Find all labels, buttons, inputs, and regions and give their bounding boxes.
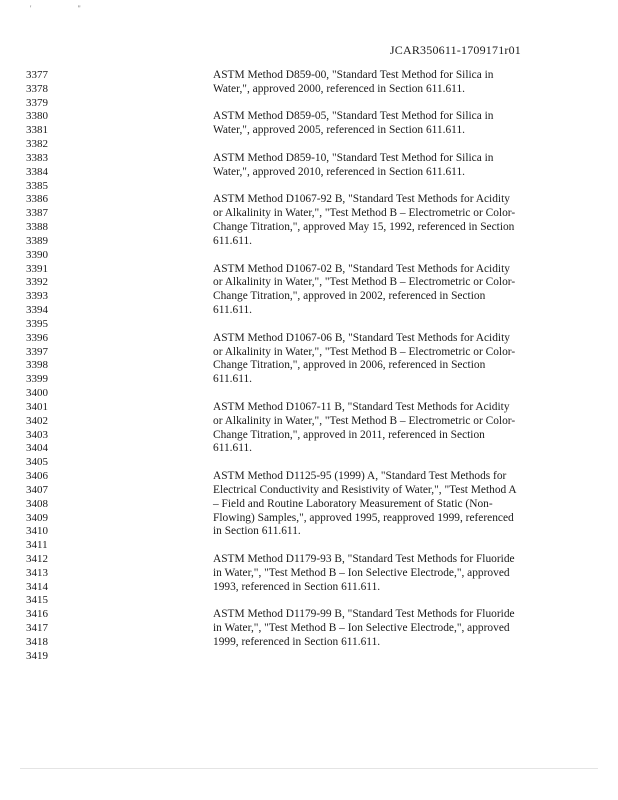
line-number: 3393: [26, 290, 48, 303]
line-number: 3396: [26, 331, 48, 344]
page-bottom-divider: [20, 768, 598, 769]
reference-entry-line: – Field and Routine Laboratory Measurement of Static (Non-: [213, 497, 493, 510]
line-number: 3386: [26, 193, 48, 206]
line-number-column: [26, 69, 66, 664]
line-number: 3412: [26, 552, 48, 565]
reference-entry-line: or Alkalinity in Water,", "Test Method B – Electrometric or Color-: [213, 207, 516, 220]
reference-entry-line: or Alkalinity in Water,", "Test Method B – Electrometric or Color-: [213, 414, 516, 427]
reference-entry-line: Change Titration,", approved May 15, 1992, referenced in Section: [213, 221, 515, 234]
reference-entry: [213, 332, 553, 387]
reference-entry-line: in Section 611.611.: [213, 525, 301, 538]
reference-entry-line: ASTM Method D1067-92 B, "Standard Test Methods for Acidity: [213, 193, 510, 206]
line-number: 3378: [26, 82, 48, 95]
reference-entry-line: 1999, referenced in Section 611.611.: [213, 635, 381, 648]
line-number: 3402: [26, 414, 48, 427]
reference-entry: [213, 553, 553, 594]
line-number: 3410: [26, 525, 48, 538]
reference-entry-line: 611.611.: [213, 373, 253, 386]
reference-entry: [213, 110, 553, 138]
reference-entry-line: ASTM Method D859-10, "Standard Test Method for Silica in: [213, 151, 494, 164]
line-number: 3398: [26, 359, 48, 372]
line-number: 3414: [26, 580, 48, 593]
reference-entry-line: Water,", approved 2000, referenced in Section 611.611.: [213, 82, 465, 95]
reference-entry-line: Change Titration,", approved in 2006, referenced in Section: [213, 359, 486, 372]
line-number: 3406: [26, 470, 48, 483]
line-number: 3419: [26, 649, 48, 662]
corner-marks: ' ": [30, 4, 103, 13]
line-number: 3411: [26, 539, 48, 552]
reference-entry-line: Water,", approved 2005, referenced in Section 611.611.: [213, 124, 465, 137]
reference-entry-list: [213, 69, 553, 664]
line-number: 3416: [26, 608, 48, 621]
line-number: 3394: [26, 304, 48, 317]
line-number: 3389: [26, 234, 48, 247]
line-number: 3399: [26, 373, 48, 386]
line-number: 3377: [26, 69, 48, 81]
reference-entry: [213, 608, 553, 649]
line-number: 3418: [26, 635, 48, 648]
reference-entry-line: 611.611.: [213, 304, 253, 317]
reference-entry-line: 611.611.: [213, 234, 253, 247]
line-number: 3404: [26, 442, 48, 455]
reference-entry-line: ASTM Method D1067-02 B, "Standard Test Methods for Acidity: [213, 262, 510, 275]
reference-entry-line: Electrical Conductivity and Resistivity of Water,", "Test Method A: [213, 483, 517, 496]
reference-entry-line: ASTM Method D1125-95 (1999) A, "Standard Test Methods for: [213, 470, 507, 483]
line-number: 3407: [26, 483, 48, 496]
reference-entry: [213, 263, 553, 318]
document-id-header: JCAR350611-1709171r01: [389, 43, 521, 57]
reference-entry-line: Change Titration,", approved in 2011, referenced in Section: [213, 428, 485, 441]
line-number: 3400: [26, 387, 48, 400]
reference-entry-line: ASTM Method D1067-06 B, "Standard Test Methods for Acidity: [213, 331, 510, 344]
reference-entry-line: or Alkalinity in Water,", "Test Method B – Electrometric or Color-: [213, 276, 516, 289]
line-number: 3390: [26, 248, 48, 261]
line-number: 3391: [26, 262, 48, 275]
reference-entry: [213, 69, 553, 97]
line-number: 3415: [26, 594, 48, 607]
reference-entry: [213, 152, 553, 180]
line-number: 3383: [26, 151, 48, 164]
reference-entry-line: ASTM Method D1179-93 B, "Standard Test Methods for Fluoride: [213, 552, 515, 565]
line-number: 3397: [26, 345, 48, 358]
reference-entry-line: in Water,", "Test Method B – Ion Selective Electrode,", approved: [213, 622, 510, 635]
reference-entry: [213, 470, 553, 539]
line-number: 3382: [26, 138, 48, 151]
line-number: 3387: [26, 207, 48, 220]
line-number: 3403: [26, 428, 48, 441]
reference-entry-line: 1993, referenced in Section 611.611.: [213, 580, 381, 593]
reference-entry-line: ASTM Method D859-05, "Standard Test Method for Silica in: [213, 110, 494, 123]
line-number: 3392: [26, 276, 48, 289]
reference-entry-line: ASTM Method D859-00, "Standard Test Method for Silica in: [213, 69, 494, 81]
reference-entry-line: ASTM Method D1067-11 B, "Standard Test Methods for Acidity: [213, 400, 510, 413]
reference-entry: [213, 401, 553, 456]
line-number: 3379: [26, 96, 48, 109]
line-number: 3381: [26, 124, 48, 137]
reference-entry-line: Water,", approved 2010, referenced in Section 611.611.: [213, 165, 465, 178]
line-number: 3380: [26, 110, 48, 123]
reference-entry-line: in Water,", "Test Method B – Ion Selective Electrode,", approved: [213, 566, 510, 579]
line-number: 3409: [26, 511, 48, 524]
line-number: 3384: [26, 165, 48, 178]
reference-entry: [213, 193, 553, 248]
line-number: 3385: [26, 179, 48, 192]
line-number: 3413: [26, 566, 48, 579]
line-number: 3395: [26, 317, 48, 330]
line-number: 3401: [26, 400, 48, 413]
line-number: 3417: [26, 622, 48, 635]
reference-entry-line: 611.611.: [213, 442, 253, 455]
line-number: 3405: [26, 456, 48, 469]
reference-entry-line: Change Titration,", approved in 2002, referenced in Section: [213, 290, 486, 303]
line-number: 3408: [26, 497, 48, 510]
reference-entry-line: or Alkalinity in Water,", "Test Method B – Electrometric or Color-: [213, 345, 516, 358]
reference-entry-line: Flowing) Samples,", approved 1995, reapproved 1999, referenced: [213, 511, 514, 524]
line-number: 3388: [26, 221, 48, 234]
reference-entry-line: ASTM Method D1179-99 B, "Standard Test Methods for Fluoride: [213, 608, 515, 621]
